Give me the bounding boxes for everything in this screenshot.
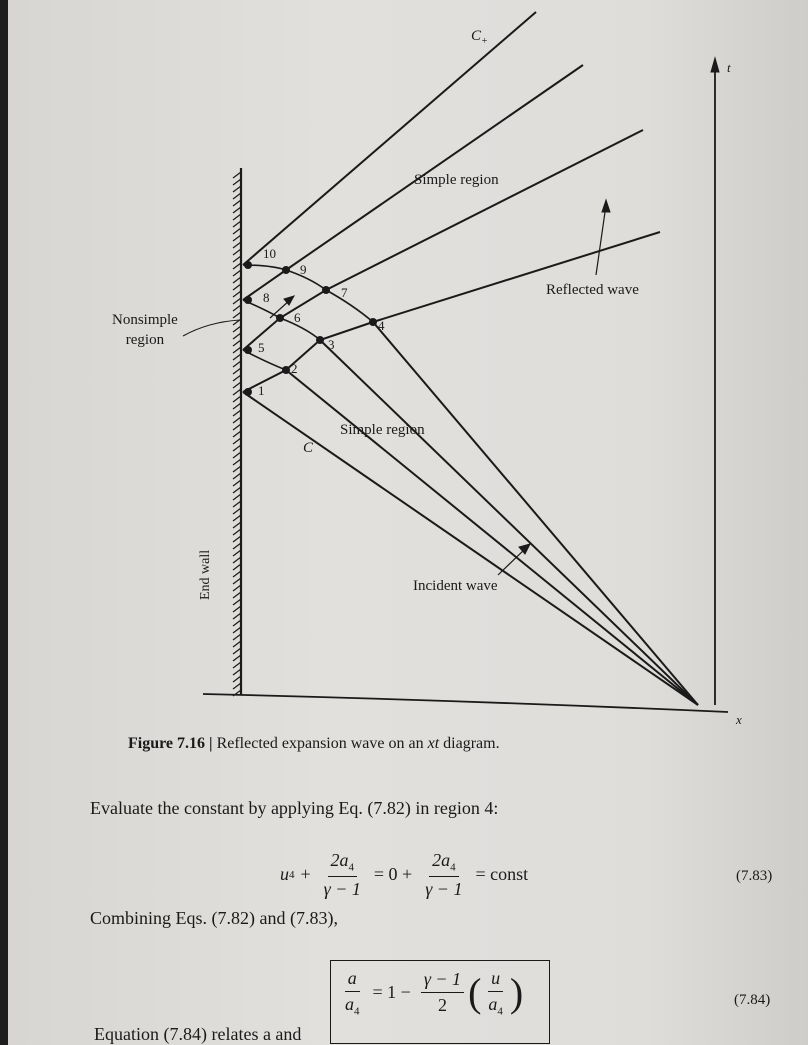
- wall-hatch-mark: [233, 494, 241, 500]
- simple-region-top-label: Simple region: [414, 172, 499, 188]
- wall-hatch-mark: [233, 669, 241, 675]
- equation-number-7-84: (7.84): [734, 992, 771, 1008]
- wall-hatch-mark: [233, 354, 241, 360]
- textbook-page: [8, 0, 808, 1045]
- wall-hatch-mark: [233, 221, 241, 227]
- wall-hatch-mark: [233, 305, 241, 311]
- wall-hatch-mark: [233, 487, 241, 493]
- wall-hatch-mark: [233, 424, 241, 430]
- wall-hatch-mark: [233, 543, 241, 549]
- wall-hatch-mark: [233, 389, 241, 395]
- end-wall-label: End wall: [198, 549, 213, 600]
- wall-hatch-mark: [233, 186, 241, 192]
- wall-hatch-mark: [233, 662, 241, 668]
- wall-hatch-mark: [233, 564, 241, 570]
- wall-hatch-mark: [233, 242, 241, 248]
- wall-hatch-mark: [233, 326, 241, 332]
- paragraph-combining: Combining Eqs. (7.82) and (7.83),: [90, 908, 338, 928]
- wall-hatch-mark: [233, 207, 241, 213]
- point-label-8: 8: [263, 290, 270, 305]
- wall-hatch-mark: [233, 291, 241, 297]
- wall-hatch-mark: [233, 466, 241, 472]
- point-label-2: 2: [291, 361, 298, 376]
- t-axis-label: t: [727, 60, 731, 75]
- wall-hatch-mark: [233, 249, 241, 255]
- wall-hatch-mark: [233, 480, 241, 486]
- equation-number-7-83: (7.83): [736, 868, 773, 884]
- wall-hatch-mark: [233, 522, 241, 528]
- figure-caption: Figure 7.16 | Reflected expansion wave on an xt diagram.: [128, 735, 500, 752]
- wall-hatch-mark: [233, 284, 241, 290]
- wall-hatch-mark: [233, 179, 241, 185]
- wall-hatch-mark: [233, 396, 241, 402]
- wall-hatch-mark: [233, 613, 241, 619]
- wall-hatch-mark: [233, 508, 241, 514]
- paragraph-evaluate: Evaluate the constant by applying Eq. (7.82) in region 4:: [90, 798, 499, 818]
- incident-wave-label: Incident wave: [413, 578, 498, 594]
- wall-hatch-mark: [233, 557, 241, 563]
- wall-hatch-mark: [233, 403, 241, 409]
- xt-diagram: [8, 0, 808, 730]
- wall-hatch-mark: [233, 214, 241, 220]
- point-label-5: 5: [258, 340, 265, 355]
- equation-7-83: u 4 + $\frac{2a_4}{\gamma - 1}$ = 0 + $\frac{2a_4}{\gamma - 1}$ = const: [280, 850, 529, 899]
- wall-hatch-mark: [233, 193, 241, 199]
- wall-hatch-mark: [233, 599, 241, 605]
- point-label-9: 9: [300, 262, 307, 277]
- x-axis-label: x: [736, 712, 742, 727]
- wall-hatch-mark: [233, 375, 241, 381]
- wall-hatch-mark: [233, 620, 241, 626]
- wall-hatch-mark: [233, 459, 241, 465]
- wall-hatch-mark: [233, 263, 241, 269]
- point-label-4: 4: [378, 318, 385, 333]
- wall-hatch-mark: [233, 277, 241, 283]
- wall-hatch-mark: [233, 445, 241, 451]
- wall-hatch-mark: [233, 676, 241, 682]
- nonsimple-region-label: Nonsimple region: [112, 312, 178, 348]
- c-plus-label: $C_+$: [471, 28, 488, 47]
- wall-hatch-mark: [233, 361, 241, 367]
- wall-hatch-mark: [233, 515, 241, 521]
- wall-hatch-mark: [233, 438, 241, 444]
- wall-hatch-mark: [233, 592, 241, 598]
- wall-hatch-mark: [233, 340, 241, 346]
- wall-hatch-mark: [233, 634, 241, 640]
- wall-hatch-mark: [233, 571, 241, 577]
- point-label-1: 1: [258, 383, 265, 398]
- wall-hatch-mark: [233, 312, 241, 318]
- wall-hatch-mark: [233, 256, 241, 262]
- wall-hatch-mark: [233, 228, 241, 234]
- equation-7-84: $\frac{a}{a_4}$ = 1 − $\frac{\gamma - 1}{2}$ ( $\frac{u}{a_4}$ ): [345, 968, 524, 1018]
- reflected-wave-label: Reflected wave: [546, 282, 639, 298]
- wall-hatch-mark: [233, 585, 241, 591]
- wall-hatch-mark: [233, 627, 241, 633]
- wall-hatch-mark: [233, 641, 241, 647]
- wall-hatch-mark: [233, 382, 241, 388]
- point-label-7: 7: [341, 285, 348, 300]
- c-minus-label: C: [303, 440, 314, 456]
- wall-hatch-mark: [233, 235, 241, 241]
- wall-hatch-mark: [233, 473, 241, 479]
- paragraph-equation-relates: Equation (7.84) relates a and: [94, 1024, 302, 1044]
- point-label-6: 6: [294, 310, 301, 325]
- wall-hatch-mark: [233, 648, 241, 654]
- wall-hatch-mark: [233, 200, 241, 206]
- wall-hatch-mark: [233, 536, 241, 542]
- point-label-3: 3: [328, 337, 335, 352]
- wall-hatch-mark: [233, 333, 241, 339]
- wall-hatch-mark: [233, 431, 241, 437]
- wall-hatch-mark: [233, 347, 241, 353]
- wall-hatch-mark: [233, 606, 241, 612]
- wall-hatch-mark: [233, 578, 241, 584]
- wall-hatch-mark: [233, 417, 241, 423]
- wall-hatch-mark: [233, 452, 241, 458]
- wall-hatch-mark: [233, 270, 241, 276]
- wall-hatch-mark: [233, 501, 241, 507]
- wall-hatch-mark: [233, 368, 241, 374]
- wall-hatch-mark: [233, 529, 241, 535]
- simple-region-bottom-label: Simple region: [340, 422, 425, 438]
- wall-hatch-mark: [233, 298, 241, 304]
- wall-hatch-mark: [233, 655, 241, 661]
- wall-hatch-mark: [233, 172, 241, 178]
- wall-hatch-mark: [233, 410, 241, 416]
- point-label-10: 10: [263, 246, 276, 261]
- wall-hatch-mark: [233, 550, 241, 556]
- wall-hatch-mark: [233, 683, 241, 689]
